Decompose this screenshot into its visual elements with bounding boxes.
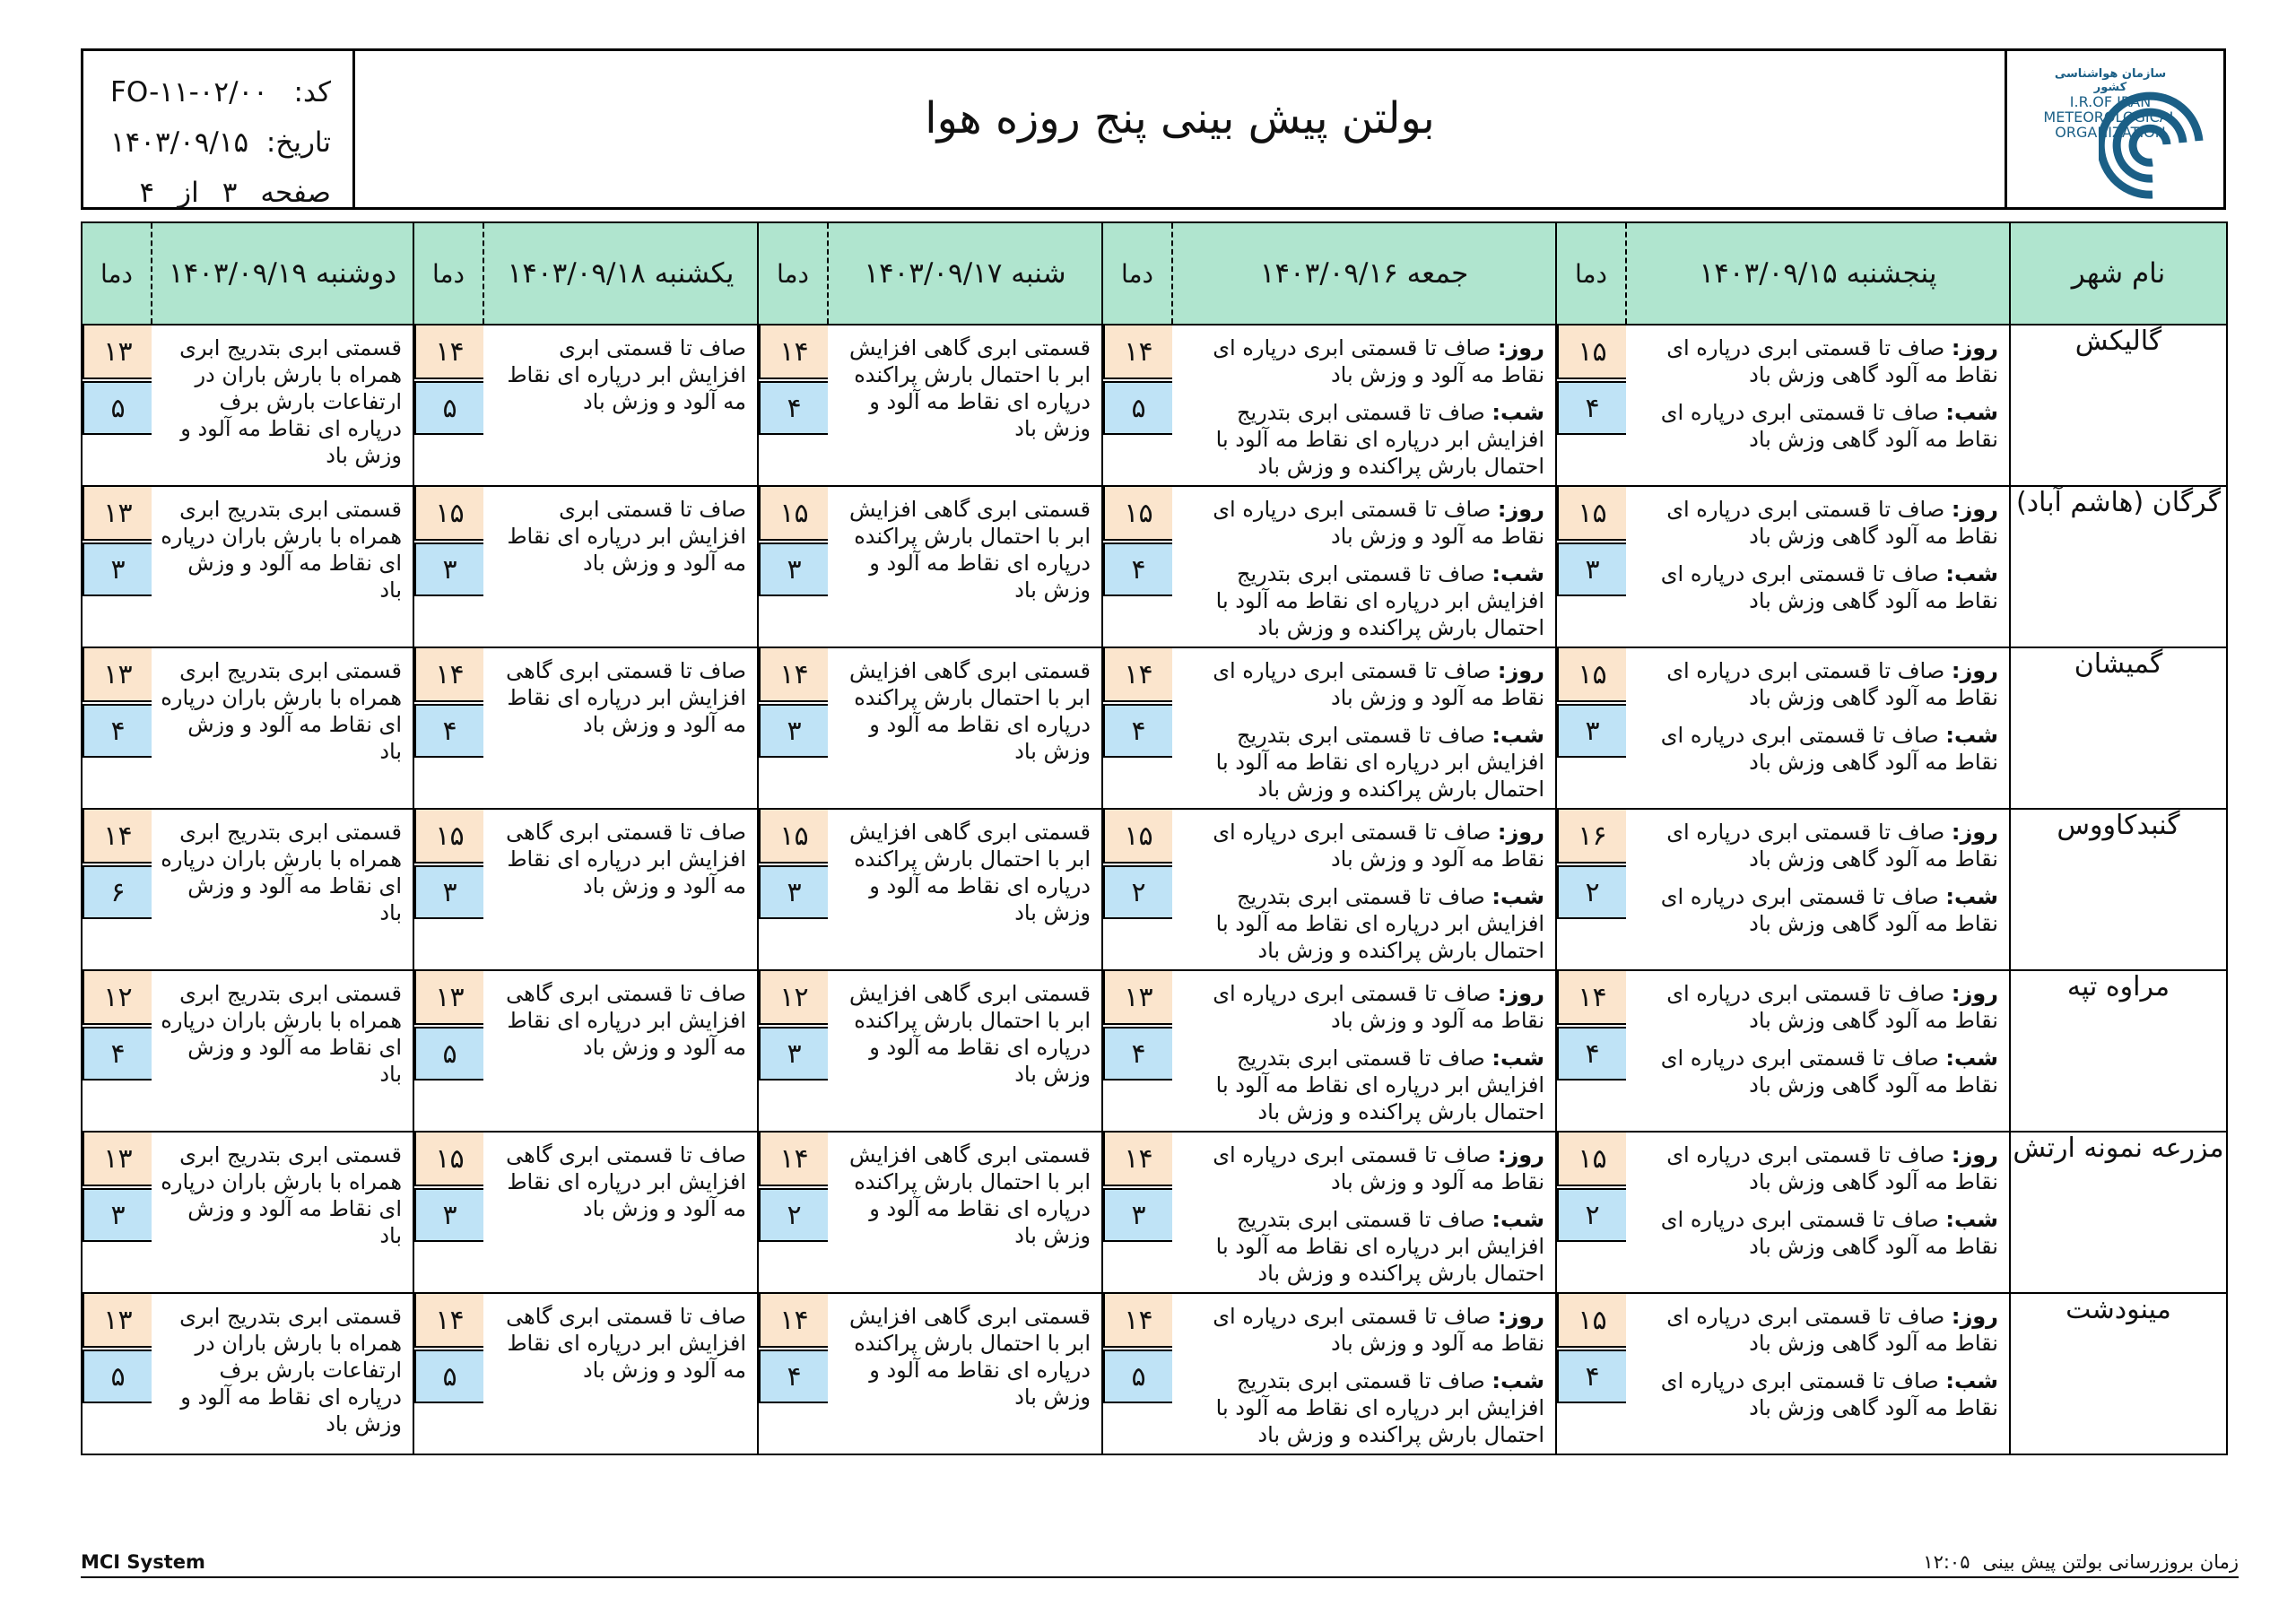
max-temperature: ۱۳ <box>414 971 483 1025</box>
max-temperature: ۱۴ <box>83 810 152 864</box>
max-temperature: ۱۴ <box>759 1294 828 1348</box>
night-forecast <box>1181 722 1544 803</box>
temperature-cell <box>413 647 483 809</box>
forecast-description <box>483 647 758 809</box>
temp-header-5: دما <box>82 222 152 325</box>
temperature-cell <box>82 970 152 1132</box>
night-label: شب: <box>1945 723 1998 748</box>
max-temperature: ۱۴ <box>1103 648 1172 702</box>
forecast-description <box>152 486 413 647</box>
day-text: صاف تا قسمتی ابری درپاره ای نقاط مه آلود گاهی وزش باد <box>1666 497 1998 549</box>
forecast-description <box>483 970 758 1132</box>
forecast-description <box>1172 647 1556 809</box>
temperature-cell <box>1102 325 1172 486</box>
max-temperature: ۱۵ <box>759 810 828 864</box>
day-label: روز: <box>1497 658 1544 683</box>
day-label: روز: <box>1951 658 1998 683</box>
max-temperature: ۱۵ <box>414 1133 483 1186</box>
max-temperature: ۱۴ <box>414 325 483 379</box>
table-row <box>82 486 2227 647</box>
night-forecast <box>1635 1206 1998 1260</box>
max-temperature: ۱۴ <box>414 1294 483 1348</box>
min-temperature: ۳ <box>1103 1188 1172 1242</box>
temperature-cell <box>413 1132 483 1293</box>
day-text: صاف تا قسمتی ابری درپاره ای نقاط مه آلود و وزش باد <box>1213 497 1544 549</box>
night-label: شب: <box>1945 1207 1998 1232</box>
night-label: شب: <box>1492 1368 1544 1393</box>
temperature-cell <box>1102 647 1172 809</box>
page-footer <box>81 1548 2239 1578</box>
page-current: ۳ <box>222 177 238 209</box>
night-text: صاف تا قسمتی ابری بتدریج افزایش ابر درپاره ای نقاط مه آلود با احتمال بارش پراکنده و وزش باد <box>1215 723 1544 802</box>
update-info <box>1923 1551 2239 1573</box>
temperature-cell <box>413 809 483 970</box>
day-forecast <box>1181 334 1544 388</box>
night-text: صاف تا قسمتی ابری درپاره ای نقاط مه آلود گاهی وزش باد <box>1660 884 1998 936</box>
page-title: بولتن پیش بینی پنج روزه هوا <box>925 93 1435 143</box>
max-temperature: ۱۴ <box>414 648 483 702</box>
temperature-cell <box>1556 325 1626 486</box>
min-temperature: ۲ <box>1557 1188 1626 1242</box>
max-temperature: ۱۵ <box>1557 648 1626 702</box>
min-temperature: ۳ <box>414 542 483 596</box>
forecast-text: قسمتی ابری بتدریج ابری همراه با بارش باران درپاره ای نقاط مه آلود و وزش باد <box>161 497 402 603</box>
night-forecast <box>1181 1045 1544 1125</box>
night-label: شب: <box>1945 1046 1998 1071</box>
forecast-text: صاف تا قسمتی ابری افزایش ابر درپاره ای نقاط مه آلود و وزش باد <box>507 335 746 414</box>
day-text: صاف تا قسمتی ابری درپاره ای نقاط مه آلود و وزش باد <box>1213 820 1544 872</box>
day-label: روز: <box>1497 1304 1544 1329</box>
day-forecast <box>1181 1141 1544 1195</box>
max-temperature: ۱۳ <box>83 1133 152 1186</box>
forecast-description <box>1626 1293 2010 1454</box>
temperature-cell <box>758 1293 828 1454</box>
night-forecast <box>1181 1206 1544 1287</box>
forecast-text: قسمتی ابری بتدریج ابری همراه با بارش باران در ارتفاعات بارش برف درپاره ای نقاط مه آلود و وزش باد <box>179 335 402 468</box>
forecast-text: صاف تا قسمتی ابری افزایش ابر درپاره ای نقاط مه آلود و وزش باد <box>507 497 746 576</box>
logo-text <box>2043 67 2178 140</box>
date-value: ۱۴۰۳/۰۹/۱۵ <box>110 126 249 159</box>
max-temperature: ۱۵ <box>414 810 483 864</box>
temp-header-2: دما <box>1102 222 1172 325</box>
temperature-cell <box>82 325 152 486</box>
max-temperature: ۱۵ <box>1557 487 1626 541</box>
night-text: صاف تا قسمتی ابری بتدریج افزایش ابر درپاره ای نقاط مه آلود با احتمال بارش پراکنده و وزش باد <box>1215 884 1544 963</box>
max-temperature: ۱۴ <box>1103 325 1172 379</box>
temperature-cell <box>1102 1293 1172 1454</box>
city-name: گنبدکاووس <box>2010 809 2227 970</box>
min-temperature: ۵ <box>83 1350 152 1403</box>
day-forecast <box>1635 334 1998 388</box>
forecast-description <box>1172 486 1556 647</box>
temperature-cell <box>413 486 483 647</box>
night-forecast <box>1635 883 1998 937</box>
max-temperature: ۱۲ <box>759 971 828 1025</box>
night-forecast <box>1181 399 1544 480</box>
temperature-cell <box>758 970 828 1132</box>
forecast-text: قسمتی ابری گاهی افزایش ابر با احتمال بارش پراکنده درپاره ای نقاط مه آلود و وزش باد <box>849 335 1091 441</box>
night-label: شب: <box>1492 884 1544 909</box>
code-value: FO-۱۱-۰۲/۰۰ <box>110 76 268 108</box>
forecast-text: قسمتی ابری بتدریج ابری همراه با بارش باران درپاره ای نقاط مه آلود و وزش باد <box>161 658 402 764</box>
min-temperature: ۴ <box>83 1027 152 1081</box>
forecast-description <box>1626 486 2010 647</box>
night-text: صاف تا قسمتی ابری بتدریج افزایش ابر درپاره ای نقاط مه آلود با احتمال بارش پراکنده و وزش باد <box>1215 400 1544 479</box>
city-name: گالیکش <box>2010 325 2227 486</box>
night-text: صاف تا قسمتی ابری درپاره ای نقاط مه آلود گاهی وزش باد <box>1660 561 1998 613</box>
table-row <box>82 325 2227 486</box>
forecast-description <box>1626 1132 2010 1293</box>
day-text: صاف تا قسمتی ابری درپاره ای نقاط مه آلود گاهی وزش باد <box>1666 981 1998 1033</box>
temperature-cell <box>1102 1132 1172 1293</box>
forecast-description <box>1172 970 1556 1132</box>
night-text: صاف تا قسمتی ابری بتدریج افزایش ابر درپاره ای نقاط مه آلود با احتمال بارش پراکنده و وزش باد <box>1215 1046 1544 1124</box>
night-forecast <box>1181 1367 1544 1448</box>
max-temperature: ۱۶ <box>1557 810 1626 864</box>
night-text: صاف تا قسمتی ابری بتدریج افزایش ابر درپاره ای نقاط مه آلود با احتمال بارش پراکنده و وزش باد <box>1215 1207 1544 1286</box>
forecast-text: قسمتی ابری بتدریج ابری همراه با بارش باران درپاره ای نقاط مه آلود و وزش باد <box>161 981 402 1087</box>
temperature-cell <box>1102 486 1172 647</box>
temperature-cell <box>1556 1132 1626 1293</box>
forecast-description <box>152 647 413 809</box>
min-temperature: ۴ <box>1557 1350 1626 1403</box>
temperature-cell <box>82 486 152 647</box>
code-row <box>110 67 331 117</box>
forecast-text: قسمتی ابری بتدریج ابری همراه با بارش باران در ارتفاعات بارش برف درپاره ای نقاط مه آلود و وزش باد <box>179 1304 402 1436</box>
forecast-description <box>1172 809 1556 970</box>
max-temperature: ۱۲ <box>83 971 152 1025</box>
forecast-description <box>483 1132 758 1293</box>
forecast-description <box>828 809 1102 970</box>
temperature-cell <box>758 486 828 647</box>
bulletin-header <box>81 48 2226 210</box>
update-time: ۱۲:۰۵ <box>1923 1551 1970 1573</box>
forecast-description <box>1626 970 2010 1132</box>
max-temperature: ۱۵ <box>759 487 828 541</box>
day-text: صاف تا قسمتی ابری درپاره ای نقاط مه آلود و وزش باد <box>1213 335 1544 387</box>
day-text: صاف تا قسمتی ابری درپاره ای نقاط مه آلود گاهی وزش باد <box>1666 1142 1998 1194</box>
temperature-cell <box>82 1132 152 1293</box>
max-temperature: ۱۴ <box>1103 1133 1172 1186</box>
min-temperature: ۳ <box>1557 542 1626 596</box>
day-forecast <box>1635 980 1998 1034</box>
night-text: صاف تا قسمتی ابری بتدریج افزایش ابر درپاره ای نقاط مه آلود با احتمال بارش پراکنده و وزش باد <box>1215 1368 1544 1447</box>
temperature-cell <box>758 809 828 970</box>
min-temperature: ۵ <box>414 1027 483 1081</box>
night-forecast <box>1181 883 1544 964</box>
forecast-description <box>828 325 1102 486</box>
table-header-row <box>82 222 2227 325</box>
table-row <box>82 809 2227 970</box>
logo-persian-name: سازمان هواشناسی کشور <box>2054 67 2167 94</box>
organization-logo <box>2005 51 2223 207</box>
min-temperature: ۴ <box>414 704 483 758</box>
page-total: ۴ <box>139 177 155 209</box>
day-text: صاف تا قسمتی ابری درپاره ای نقاط مه آلود و وزش باد <box>1213 1142 1544 1194</box>
night-label: شب: <box>1945 561 1998 586</box>
city-header: نام شهر <box>2010 222 2227 325</box>
min-temperature: ۳ <box>759 1027 828 1081</box>
temp-header-3: دما <box>758 222 828 325</box>
forecast-text: صاف تا قسمتی ابری گاهی افزایش ابر درپاره ای نقاط مه آلود و وزش باد <box>506 981 746 1060</box>
temperature-cell <box>82 809 152 970</box>
night-forecast <box>1635 722 1998 776</box>
night-label: شب: <box>1945 1368 1998 1393</box>
table-row <box>82 1132 2227 1293</box>
day-text: صاف تا قسمتی ابری درپاره ای نقاط مه آلود گاهی وزش باد <box>1666 820 1998 872</box>
forecast-description <box>828 1132 1102 1293</box>
day-forecast <box>1181 657 1544 711</box>
forecast-description <box>152 1132 413 1293</box>
min-temperature: ۴ <box>759 1350 828 1403</box>
min-temperature: ۳ <box>83 1188 152 1242</box>
day-forecast <box>1635 657 1998 711</box>
night-text: صاف تا قسمتی ابری درپاره ای نقاط مه آلود گاهی وزش باد <box>1660 1046 1998 1098</box>
update-label: زمان بروزرسانی بولتن پیش بینی <box>1982 1551 2239 1573</box>
temperature-cell <box>758 1132 828 1293</box>
forecast-description <box>1626 647 2010 809</box>
forecast-description <box>152 1293 413 1454</box>
city-name: گرگان (هاشم آباد) <box>2010 486 2227 647</box>
city-name: مراوه تپه <box>2010 970 2227 1132</box>
forecast-description <box>828 970 1102 1132</box>
min-temperature: ۴ <box>1103 704 1172 758</box>
max-temperature: ۱۳ <box>83 487 152 541</box>
system-name: MCI System <box>81 1551 205 1573</box>
day-header-2: جمعه ۱۴۰۳/۰۹/۱۶ <box>1172 222 1556 325</box>
night-forecast <box>1635 1045 1998 1098</box>
min-temperature: ۴ <box>759 381 828 435</box>
night-label: شب: <box>1492 1046 1544 1071</box>
forecast-description <box>1172 1132 1556 1293</box>
day-text: صاف تا قسمتی ابری درپاره ای نقاط مه آلود و وزش باد <box>1213 1304 1544 1356</box>
page-of: از <box>178 177 199 209</box>
min-temperature: ۴ <box>1103 542 1172 596</box>
forecast-description <box>483 809 758 970</box>
day-forecast <box>1635 1141 1998 1195</box>
night-label: شب: <box>1945 884 1998 909</box>
temperature-cell <box>758 325 828 486</box>
temp-header-1: دما <box>1556 222 1626 325</box>
day-forecast <box>1181 496 1544 550</box>
min-temperature: ۴ <box>1557 381 1626 435</box>
day-text: صاف تا قسمتی ابری درپاره ای نقاط مه آلود گاهی وزش باد <box>1666 1304 1998 1356</box>
max-temperature: ۱۵ <box>1103 487 1172 541</box>
night-text: صاف تا قسمتی ابری درپاره ای نقاط مه آلود گاهی وزش باد <box>1660 400 1998 452</box>
forecast-text: قسمتی ابری گاهی افزایش ابر با احتمال بارش پراکنده درپاره ای نقاط مه آلود و وزش باد <box>849 820 1091 925</box>
max-temperature: ۱۴ <box>1557 971 1626 1025</box>
day-label: روز: <box>1497 820 1544 845</box>
forecast-description <box>152 325 413 486</box>
forecast-text: قسمتی ابری گاهی افزایش ابر با احتمال بارش پراکنده درپاره ای نقاط مه آلود و وزش باد <box>849 658 1091 764</box>
forecast-description <box>483 1293 758 1454</box>
forecast-text: قسمتی ابری بتدریج ابری همراه با بارش باران درپاره ای نقاط مه آلود و وزش باد <box>161 820 402 925</box>
code-label: کد: <box>293 76 331 108</box>
min-temperature: ۵ <box>83 381 152 435</box>
night-label: شب: <box>1945 400 1998 425</box>
day-forecast <box>1635 496 1998 550</box>
forecast-text: صاف تا قسمتی ابری گاهی افزایش ابر درپاره ای نقاط مه آلود و وزش باد <box>506 820 746 898</box>
temperature-cell <box>82 647 152 809</box>
forecast-description <box>483 486 758 647</box>
day-label: روز: <box>1497 497 1544 522</box>
day-label: روز: <box>1951 981 1998 1006</box>
day-header-3: شنبه ۱۴۰۳/۰۹/۱۷ <box>828 222 1102 325</box>
forecast-description <box>1626 325 2010 486</box>
max-temperature: ۱۴ <box>759 1133 828 1186</box>
min-temperature: ۵ <box>414 381 483 435</box>
day-header-4: یکشنبه ۱۴۰۳/۰۹/۱۸ <box>483 222 758 325</box>
forecast-table <box>81 221 2228 1455</box>
max-temperature: ۱۵ <box>1557 1294 1626 1348</box>
city-name: گمیشان <box>2010 647 2227 809</box>
night-text: صاف تا قسمتی ابری بتدریج افزایش ابر درپاره ای نقاط مه آلود با احتمال بارش پراکنده و وزش باد <box>1215 561 1544 640</box>
night-label: شب: <box>1492 561 1544 586</box>
min-temperature: ۲ <box>759 1188 828 1242</box>
max-temperature: ۱۵ <box>1557 325 1626 379</box>
temperature-cell <box>82 1293 152 1454</box>
forecast-description <box>828 1293 1102 1454</box>
day-text: صاف تا قسمتی ابری درپاره ای نقاط مه آلود گاهی وزش باد <box>1666 335 1998 387</box>
temperature-cell <box>758 647 828 809</box>
day-label: روز: <box>1951 497 1998 522</box>
document-meta <box>83 51 355 207</box>
day-forecast <box>1181 1303 1544 1357</box>
city-name: مینودشت <box>2010 1293 2227 1454</box>
min-temperature: ۵ <box>1103 381 1172 435</box>
night-forecast <box>1635 399 1998 453</box>
forecast-description <box>828 647 1102 809</box>
min-temperature: ۳ <box>1557 704 1626 758</box>
temperature-cell <box>413 1293 483 1454</box>
table-row <box>82 647 2227 809</box>
page-row <box>110 168 331 218</box>
temperature-cell <box>1556 647 1626 809</box>
night-text: صاف تا قسمتی ابری درپاره ای نقاط مه آلود گاهی وزش باد <box>1660 1207 1998 1259</box>
forecast-description <box>483 325 758 486</box>
day-header-5: دوشنبه ۱۴۰۳/۰۹/۱۹ <box>152 222 413 325</box>
temperature-cell <box>1556 970 1626 1132</box>
max-temperature: ۱۵ <box>1557 1133 1626 1186</box>
day-forecast <box>1635 819 1998 872</box>
temperature-cell <box>413 970 483 1132</box>
page-label: صفحه <box>260 177 331 209</box>
day-label: روز: <box>1951 1142 1998 1167</box>
forecast-description <box>152 970 413 1132</box>
day-text: صاف تا قسمتی ابری درپاره ای نقاط مه آلود گاهی وزش باد <box>1666 658 1998 710</box>
max-temperature: ۱۳ <box>1103 971 1172 1025</box>
max-temperature: ۱۳ <box>83 1294 152 1348</box>
min-temperature: ۳ <box>83 542 152 596</box>
min-temperature: ۳ <box>414 865 483 919</box>
temperature-cell <box>1556 1293 1626 1454</box>
day-text: صاف تا قسمتی ابری درپاره ای نقاط مه آلود و وزش باد <box>1213 658 1544 710</box>
day-label: روز: <box>1497 981 1544 1006</box>
forecast-text: قسمتی ابری گاهی افزایش ابر با احتمال بارش پراکنده درپاره ای نقاط مه آلود و وزش باد <box>849 1304 1091 1410</box>
forecast-description <box>828 486 1102 647</box>
night-forecast <box>1635 560 1998 614</box>
min-temperature: ۳ <box>759 542 828 596</box>
table-row <box>82 1293 2227 1454</box>
max-temperature: ۱۵ <box>1103 810 1172 864</box>
night-forecast <box>1635 1367 1998 1421</box>
night-forecast <box>1181 560 1544 641</box>
max-temperature: ۱۳ <box>83 648 152 702</box>
max-temperature: ۱۵ <box>414 487 483 541</box>
day-label: روز: <box>1951 820 1998 845</box>
min-temperature: ۳ <box>759 704 828 758</box>
day-forecast <box>1181 819 1544 872</box>
logo-english-line-2: METEOROLOGICAL <box>2043 108 2178 126</box>
forecast-text: قسمتی ابری گاهی افزایش ابر با احتمال بارش پراکنده درپاره ای نقاط مه آلود و وزش باد <box>849 1142 1091 1248</box>
forecast-description <box>152 809 413 970</box>
date-row <box>110 117 331 168</box>
temp-header-4: دما <box>413 222 483 325</box>
day-forecast <box>1181 980 1544 1034</box>
max-temperature: ۱۳ <box>83 325 152 379</box>
table-row <box>82 970 2227 1132</box>
min-temperature: ۵ <box>414 1350 483 1403</box>
logo-english-line-3: ORGANIZATION <box>2055 124 2166 141</box>
day-label: روز: <box>1497 335 1544 360</box>
min-temperature: ۴ <box>1557 1027 1626 1081</box>
night-label: شب: <box>1492 400 1544 425</box>
day-label: روز: <box>1951 335 1998 360</box>
forecast-text: قسمتی ابری گاهی افزایش ابر با احتمال بارش پراکنده درپاره ای نقاط مه آلود و وزش باد <box>849 497 1091 603</box>
min-temperature: ۵ <box>1103 1350 1172 1403</box>
max-temperature: ۱۴ <box>1103 1294 1172 1348</box>
temperature-cell <box>1102 809 1172 970</box>
temperature-cell <box>1556 486 1626 647</box>
forecast-text: صاف تا قسمتی ابری گاهی افزایش ابر درپاره ای نقاط مه آلود و وزش باد <box>506 1142 746 1221</box>
forecast-text: قسمتی ابری گاهی افزایش ابر با احتمال بارش پراکنده درپاره ای نقاط مه آلود و وزش باد <box>849 981 1091 1087</box>
min-temperature: ۳ <box>759 865 828 919</box>
forecast-text: صاف تا قسمتی ابری گاهی افزایش ابر درپاره ای نقاط مه آلود و وزش باد <box>506 1304 746 1383</box>
day-label: روز: <box>1497 1142 1544 1167</box>
forecast-description <box>1172 1293 1556 1454</box>
night-label: شب: <box>1492 1207 1544 1232</box>
forecast-description <box>1626 809 2010 970</box>
logo-english-line-1: I.R.OF IRAN <box>2069 93 2152 110</box>
night-text: صاف تا قسمتی ابری درپاره ای نقاط مه آلود گاهی وزش باد <box>1660 1368 1998 1420</box>
day-label: روز: <box>1951 1304 1998 1329</box>
min-temperature: ۲ <box>1557 865 1626 919</box>
max-temperature: ۱۴ <box>759 648 828 702</box>
min-temperature: ۴ <box>83 704 152 758</box>
min-temperature: ۴ <box>1103 1027 1172 1081</box>
date-label: تاریخ: <box>265 126 331 159</box>
temperature-cell <box>413 325 483 486</box>
max-temperature: ۱۴ <box>759 325 828 379</box>
night-label: شب: <box>1492 723 1544 748</box>
min-temperature: ۳ <box>414 1188 483 1242</box>
day-text: صاف تا قسمتی ابری درپاره ای نقاط مه آلود و وزش باد <box>1213 981 1544 1033</box>
forecast-description <box>1172 325 1556 486</box>
day-forecast <box>1635 1303 1998 1357</box>
min-temperature: ۶ <box>83 865 152 919</box>
night-text: صاف تا قسمتی ابری درپاره ای نقاط مه آلود گاهی وزش باد <box>1660 723 1998 775</box>
forecast-text: قسمتی ابری بتدریج ابری همراه با بارش باران درپاره ای نقاط مه آلود و وزش باد <box>161 1142 402 1248</box>
day-header-1: پنجشنبه ۱۴۰۳/۰۹/۱۵ <box>1626 222 2010 325</box>
city-name: مزرعه نمونه ارتش <box>2010 1132 2227 1293</box>
temperature-cell <box>1102 970 1172 1132</box>
min-temperature: ۲ <box>1103 865 1172 919</box>
forecast-text: صاف تا قسمتی ابری گاهی افزایش ابر درپاره ای نقاط مه آلود و وزش باد <box>506 658 746 737</box>
temperature-cell <box>1556 809 1626 970</box>
